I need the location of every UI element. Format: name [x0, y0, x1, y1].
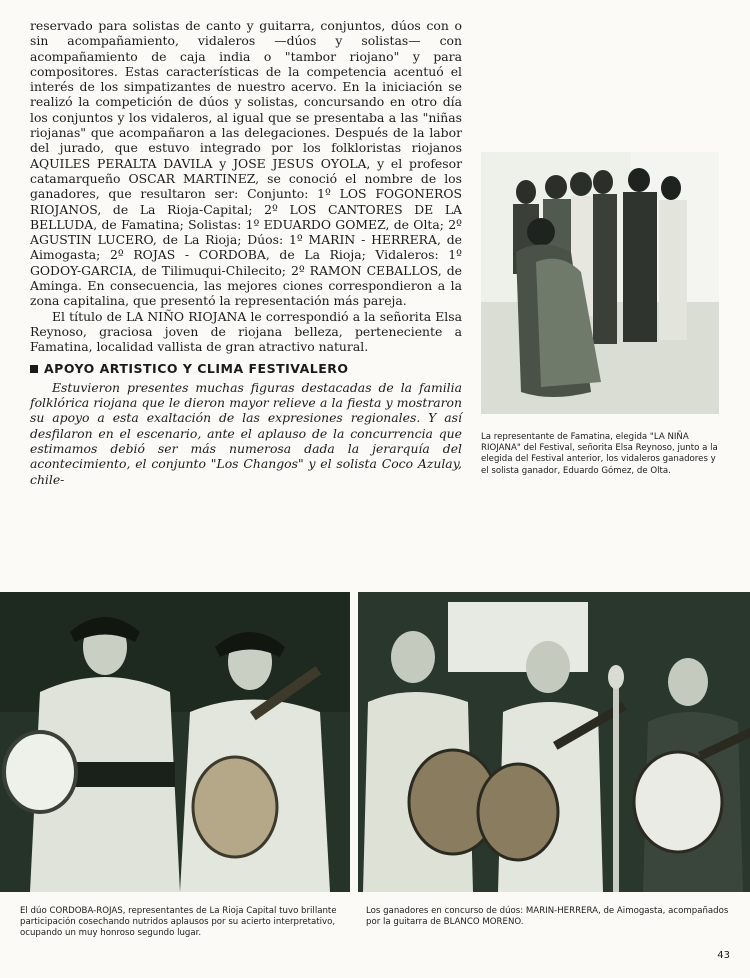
photo-duo-cordoba-rojas	[0, 592, 350, 892]
caption-photo-bottom-right: Los ganadores en concurso de dúos: MARIN-HERRERA, de Aimogasta, acompañados por la guitarra de BLANCO MORENO.	[366, 906, 729, 928]
photo-nina-riojana-group	[481, 152, 719, 414]
article-paragraph-2: El título de LA NIÑO RIOJANA le correspondió a la señorita Elsa Reynoso, graciosa joven de riojana belleza, perteneciente a Famatina, localidad vallista de gran atractivo natural.	[30, 308, 462, 355]
section-heading	[30, 361, 462, 376]
section-heading-text: APOYO ARTISTICO Y CLIMA FESTIVALERO	[44, 360, 349, 376]
photo-duo-cordoba-rojas-image	[0, 592, 350, 892]
bullet-square-icon	[30, 365, 38, 373]
caption-photo-bottom-left: El dúo CORDOBA-ROJAS, representantes de La Rioja Capital tuvo brillante participación cosechando nutridos aplausos por su acierto interpretativo, ocupando un muy honroso segundo lugar.	[20, 906, 337, 939]
photo-duo-marin-herrera	[358, 592, 750, 892]
caption-photo-right: La representante de Famatina, elegida "LA NIÑA RIOJANA" del Festival, señorita Elsa Reynoso, junto a la elegida del Festival anterior, los vidaleros ganadores y el solista ganador, Eduardo Gómez, de Olta.	[481, 432, 718, 476]
page-number: 43	[717, 950, 730, 961]
article-paragraph-1: reservado para solistas de canto y guitarra, conjuntos, dúos con o sin acompañamiento, vidaleros —dúos y solistas— con acompañamiento de caja india o "tambor riojano" y para compositores. Estas características de la competencia acentuó el interés de los simpatizantes de nuestro acervo. En la iniciación se realizó la competición de dúos y solistas, concursando en otro día los conjuntos y los vidaleros, al igual que se presentaba a las "niñas riojanas" que acompañaron a las delegaciones. Después de la labor del jurado, que estuvo integrado por los folkloristas riojanos AQUILES PERALTA DAVILA y JOSE JESUS OYOLA, y el profesor catamarqueño OSCAR MARTINEZ, se conoció el nombre de los ganadores, que resultaron ser: Conjunto: 1º LOS FOGONEROS RIOJANOS, de La Rioja-Capital; 2º LOS CANTORES DE LA BELLUDA, de Famatina; Solistas: 1º EDUARDO GOMEZ, de Olta; 2º AGUSTIN LUCERO, de La Rioja; Dúos: 1º MARIN - HERRERA, de Aimogasta; 2º ROJAS - CORDOBA, de La Rioja; Vidaleros: 1º GODOY-GARCIA, de Tilimuqui-Chilecito; 2º RAMON CEBALLOS, de Aminga. En consecuencia, las mejores ciones correspondieron a la zona capitalina, que presentó la representación más pareja.	[30, 18, 462, 309]
article-paragraph-3: Estuvieron presentes muchas figuras destacadas de la familia folklórica riojana que le dieron mayor relieve a la fiesta y mostraron su apoyo a esta exaltación de las expresiones regionales. Y así desfilaron en el escenario, ante el aplauso de la concurrencia que estimamos debió ser más numerosa dada la jerarquía del acontecimiento, el conjunto "Los Changos" y el solista Coco Azulay, chile-	[30, 379, 462, 487]
article-text-column	[30, 18, 462, 487]
photo-nina-riojana-image	[481, 152, 719, 414]
photo-duo-marin-herrera-image	[358, 592, 750, 892]
